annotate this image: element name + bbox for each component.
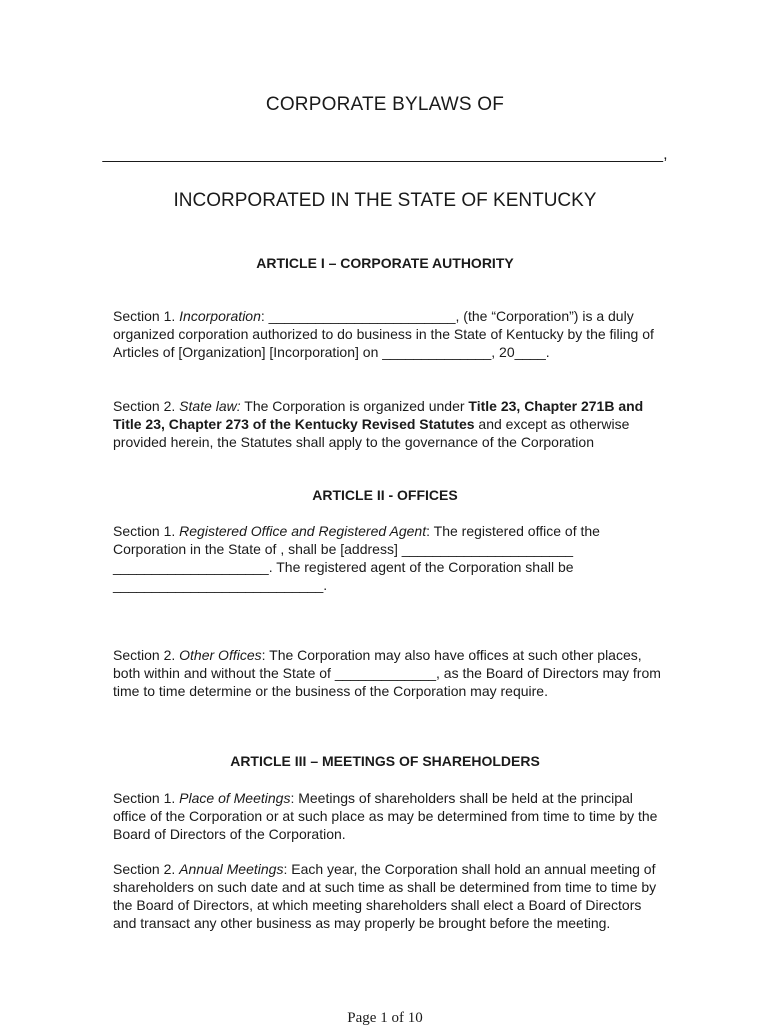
section-prefix: Section 1.: [113, 523, 180, 539]
section-label: Incorporation: [179, 308, 261, 324]
article-2-heading: ARTICLE II - OFFICES: [312, 487, 458, 503]
section-prefix: Section 2.: [113, 398, 180, 414]
section-text-continued: and except as otherwise provided herein, the Statutes shall apply to the governance of the Corporation: [113, 416, 630, 450]
section-prefix: Section 2.: [113, 861, 180, 877]
section-label: Annual Meetings: [179, 861, 284, 877]
page-number: Page 1 of 10: [347, 1010, 423, 1026]
section-text: The Corporation is organized under: [240, 398, 469, 414]
section-text: : Each year, the Corporation shall hold an annual meeting of shareholders on such date and at such time as shall be determined from time to time by the Board of Directors, at which meeting shareholders shall elect a Board of Directors and transact any other business as may properly be brought before the meeting.: [113, 861, 657, 931]
article-3-section-1: [113, 789, 663, 843]
section-text: : The registered office of the Corporation in the State of , shall be [address] ______________________ ____________________. The registered agent of the Corporation shall be ___________________________.: [113, 523, 600, 593]
section-text: : Meetings of shareholders shall be held at the principal office of the Corporation or at such place as may be determined from time to time by the Board of Directors of the Corporation.: [113, 790, 658, 842]
article-1-heading: ARTICLE I – CORPORATE AUTHORITY: [256, 255, 514, 271]
section-label: Registered Office and Registered Agent: [179, 523, 427, 539]
article-1-section-2: [113, 397, 663, 451]
article-3-section-2: [113, 860, 663, 932]
document-title: CORPORATE BYLAWS OF: [265, 94, 505, 115]
section-label: State law:: [179, 398, 241, 414]
section-prefix: Section 1.: [113, 790, 180, 806]
section-label: Other Offices: [179, 647, 262, 663]
section-text: : The Corporation may also have offices at such other places, both within and without the State of _____________, as the Board of Directors may from time to time determine or the business of the Corporation may require.: [113, 647, 661, 699]
section-label: Place of Meetings: [179, 790, 291, 806]
article-2-section-1: [113, 522, 663, 594]
corporation-name-blank: _______________________________________________________________,: [102, 146, 668, 163]
state-line: INCORPORATED IN THE STATE OF KENTUCKY: [173, 190, 597, 211]
article-3-heading: ARTICLE III – MEETINGS OF SHAREHOLDERS: [230, 753, 540, 769]
section-text: : ________________________, (the “Corporation”) is a duly organized corporation authorized to do business in the State of Kentucky by the filing of Articles of [Organization] [Incorporation] on ______________, 20____.: [113, 308, 654, 360]
section-prefix: Section 2.: [113, 647, 180, 663]
statute-reference: Title 23, Chapter 271B and Title 23, Chapter 273 of the Kentucky Revised Statutes: [113, 398, 644, 432]
article-2-section-2: [113, 646, 663, 700]
section-prefix: Section 1.: [113, 308, 180, 324]
article-1-section-1: [113, 307, 663, 361]
